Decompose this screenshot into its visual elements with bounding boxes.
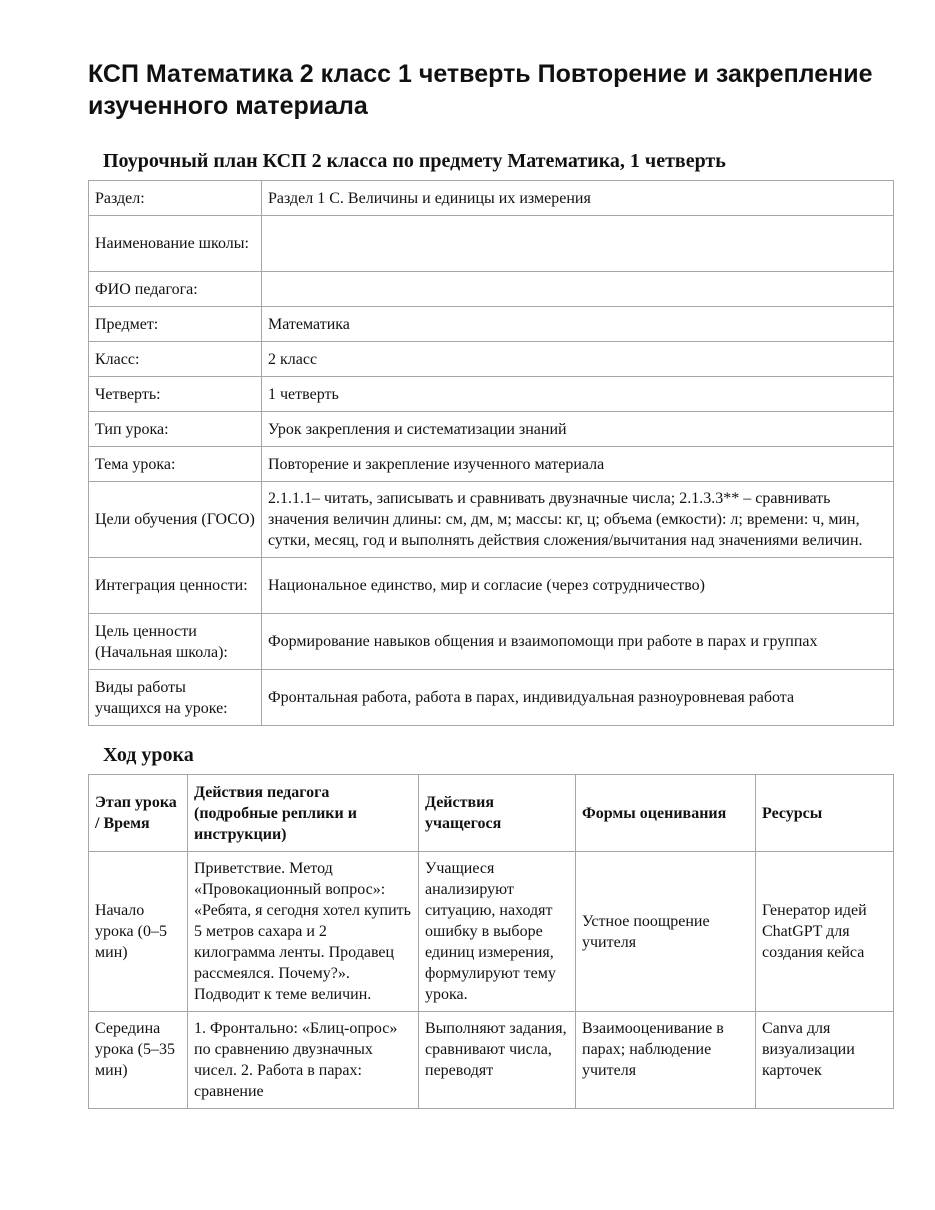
info-row-value-goal bbox=[89, 614, 894, 670]
column-header-teacher-actions: Действия педагога (подробные реплики и инструкции) bbox=[188, 775, 419, 852]
info-label: Четверть: bbox=[89, 377, 262, 412]
info-value: Математика bbox=[262, 307, 894, 342]
info-row-learning-goals bbox=[89, 482, 894, 558]
info-row-school bbox=[89, 216, 894, 272]
document-title: КСП Математика 2 класс 1 четверть Повторение и закрепление изученного материала bbox=[88, 60, 873, 120]
table-row bbox=[89, 1012, 894, 1109]
column-header-assessment: Формы оценивания bbox=[576, 775, 756, 852]
course-heading: Ход урока bbox=[103, 744, 194, 766]
stage-cell: Середина урока (5–35 мин) bbox=[89, 1012, 188, 1109]
info-value bbox=[262, 272, 894, 307]
info-row-value-integration bbox=[89, 558, 894, 614]
stage-cell: Начало урока (0–5 мин) bbox=[89, 852, 188, 1012]
info-value: Формирование навыков общения и взаимопомощи при работе в парах и группах bbox=[262, 614, 894, 670]
info-label: Тип урока: bbox=[89, 412, 262, 447]
info-row-work-types bbox=[89, 670, 894, 726]
lesson-header-row bbox=[89, 775, 894, 852]
info-row-teacher bbox=[89, 272, 894, 307]
lesson-flow-table bbox=[88, 774, 894, 1109]
info-row-lesson-type bbox=[89, 412, 894, 447]
column-header-stage: Этап урока / Время bbox=[89, 775, 188, 852]
teacher-actions-cell: Приветствие. Метод «Провокационный вопрос»: «Ребята, я сегодня хотел купить 5 метров сахара и 2 килограмма ленты. Продавец рассмеялся. Почему?». Подводит к теме величин. bbox=[188, 852, 419, 1012]
info-value: 1 четверть bbox=[262, 377, 894, 412]
info-value: Раздел 1 С. Величины и единицы их измерения bbox=[262, 181, 894, 216]
assessment-cell: Устное поощрение учителя bbox=[576, 852, 756, 1012]
student-actions-cell: Учащиеся анализируют ситуацию, находят ошибку в выборе единиц измерения, формулируют тему урока. bbox=[419, 852, 576, 1012]
info-value bbox=[262, 216, 894, 272]
column-header-resources: Ресурсы bbox=[756, 775, 894, 852]
info-row-subject bbox=[89, 307, 894, 342]
info-value: 2.1.1.1– читать, записывать и сравнивать двузначные числа; 2.1.3.3** – сравнивать значения величин длины: см, дм, м; массы: кг, ц; объема (емкости): л; времени: ч, мин, сутки, месяц, год и выполнять действия сложения/вычитания над значениями величин. bbox=[262, 482, 894, 558]
info-value: Повторение и закрепление изученного материала bbox=[262, 447, 894, 482]
assessment-cell: Взаимооценивание в парах; наблюдение учителя bbox=[576, 1012, 756, 1109]
plan-heading: Поурочный план КСП 2 класса по предмету Математика, 1 четверть bbox=[103, 150, 726, 172]
table-row bbox=[89, 852, 894, 1012]
info-value: Урок закрепления и систематизации знаний bbox=[262, 412, 894, 447]
info-label: Цель ценности (Начальная школа): bbox=[89, 614, 262, 670]
resources-cell: Генератор идей ChatGPT для создания кейса bbox=[756, 852, 894, 1012]
info-label: Цели обучения (ГОСО) bbox=[89, 482, 262, 558]
teacher-actions-cell: 1. Фронтально: «Блиц-опрос» по сравнению двузначных чисел. 2. Работа в парах: сравнение bbox=[188, 1012, 419, 1109]
info-label: Предмет: bbox=[89, 307, 262, 342]
document-page bbox=[88, 58, 893, 1109]
student-actions-cell: Выполняют задания, сравнивают числа, переводят bbox=[419, 1012, 576, 1109]
lesson-info-table bbox=[88, 180, 894, 726]
info-label: Наименование школы: bbox=[89, 216, 262, 272]
info-row-grade bbox=[89, 342, 894, 377]
info-label: Тема урока: bbox=[89, 447, 262, 482]
info-label: Класс: bbox=[89, 342, 262, 377]
info-label: ФИО педагога: bbox=[89, 272, 262, 307]
info-label: Интеграция ценности: bbox=[89, 558, 262, 614]
info-label: Раздел: bbox=[89, 181, 262, 216]
column-header-student-actions: Действия учащегося bbox=[419, 775, 576, 852]
info-label: Виды работы учащихся на уроке: bbox=[89, 670, 262, 726]
info-value: Фронтальная работа, работа в парах, индивидуальная разноуровневая работа bbox=[262, 670, 894, 726]
info-row-section bbox=[89, 181, 894, 216]
info-row-lesson-topic bbox=[89, 447, 894, 482]
info-row-quarter bbox=[89, 377, 894, 412]
info-value: 2 класс bbox=[262, 342, 894, 377]
resources-cell: Canva для визуализации карточек bbox=[756, 1012, 894, 1109]
info-value: Национальное единство, мир и согласие (через сотрудничество) bbox=[262, 558, 894, 614]
